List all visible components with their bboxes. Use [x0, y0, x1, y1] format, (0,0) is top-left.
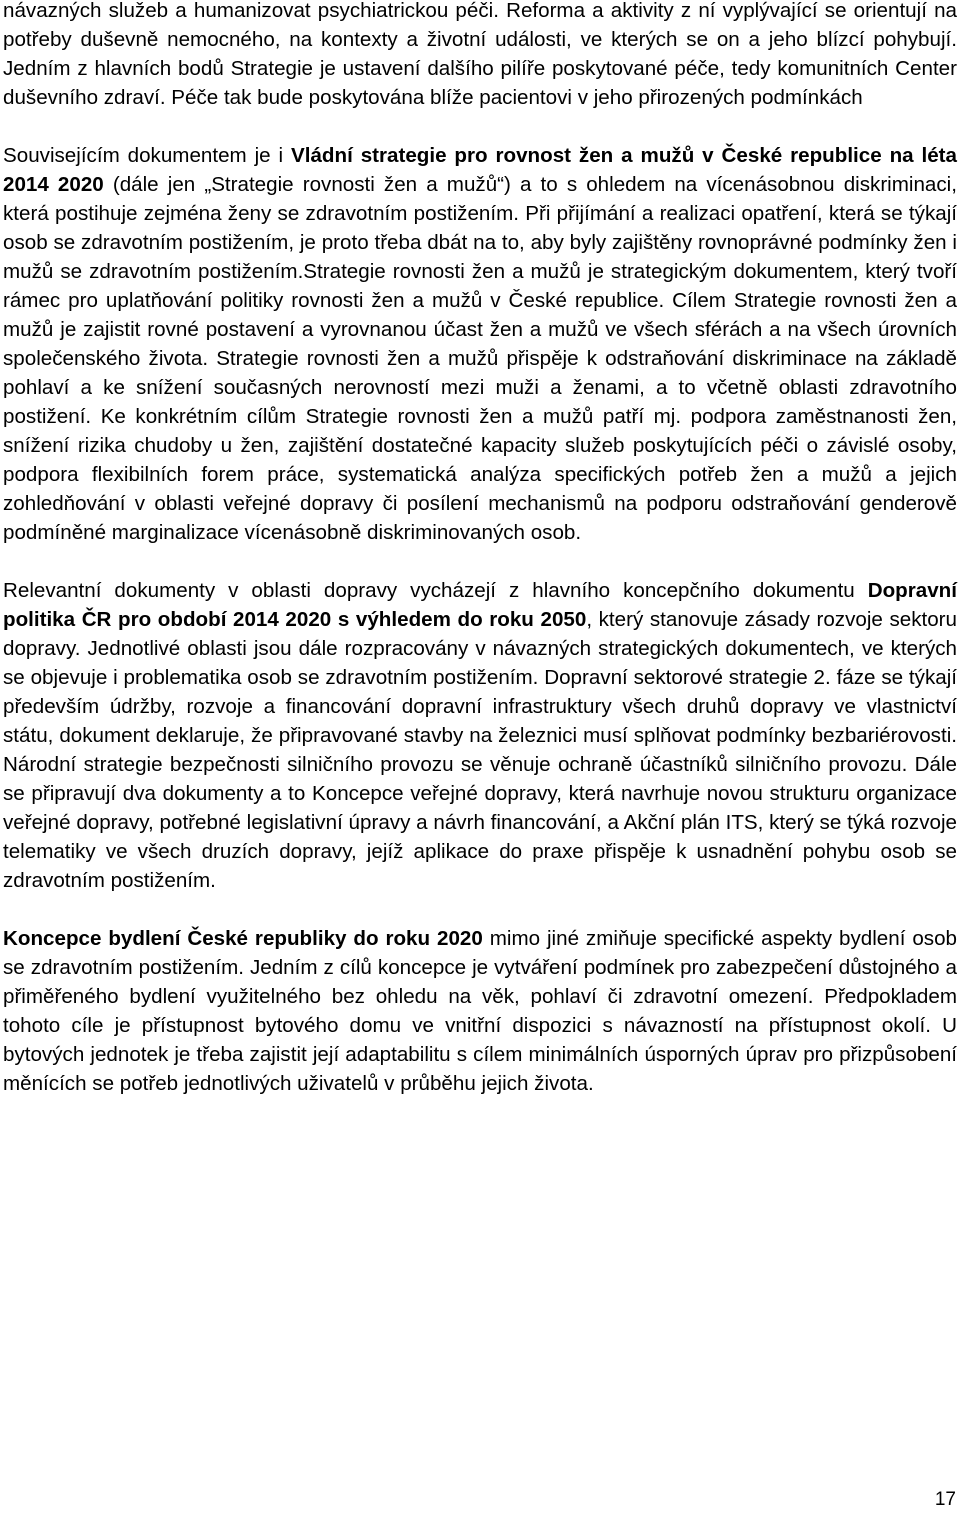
paragraph-text: Souvisejícím dokumentem je i [3, 144, 291, 167]
paragraph-transport-policy [3, 576, 957, 895]
paragraph-gap [3, 112, 957, 141]
document-page [3, 0, 957, 1098]
document-title-bold: Vládní strategie pro rovnost žen a mužů v České republice na léta 2014 2020 [3, 144, 957, 196]
paragraph-gap [3, 547, 957, 576]
paragraph-gender-equality-strategy [3, 141, 957, 547]
paragraph-housing-concept [3, 924, 957, 1098]
document-title-bold: Dopravní politika ČR pro období 2014 2020 s výhledem do roku 2050 [3, 579, 957, 631]
paragraph-gap [3, 895, 957, 924]
paragraph-text: (dále jen „Strategie rovnosti žen a mužů“) a to s ohledem na vícenásobnou diskriminaci, která postihuje zejména ženy se zdravotním postižením. Při přijímání a realizaci opatření, která se týkají osob se zdravotním postižením, je proto třeba dbát na to, aby byly zajištěny rovnoprávné podmínky žen i mužů se zdravotním postižením.Strategie rovnosti žen a mužů je strategickým dokumentem, který tvoří rámec pro uplatňování politiky rovnosti žen a mužů v České republice. Cílem Strategie rovnosti žen a mužů je zajistit rovné postavení a vyrovnanou účast žen a mužů ve všech sférách a na všech úrovních společenského života. Strategie rovnosti žen a mužů přispěje k odstraňování diskriminace na základě pohlaví a ke snížení současných nerovností mezi muži a ženami, a to včetně oblasti zdravotního postižení. Ke konkrétním cílům Strategie rovnosti žen a mužů patří mj. podpora zaměstnanosti žen, snížení rizika chudoby u žen, zajištění dostatečné kapacity služeb poskytujících péči o závislé osoby, podpora flexibilních forem práce, systematická analýza specifických potřeb žen a mužů a jejich zohledňování v oblasti veřejné dopravy či posílení mechanismů na podporu odstraňování genderově podmíněné marginalizace vícenásobně diskriminovaných osob. [3, 173, 957, 544]
paragraph-text: Relevantní dokumenty v oblasti dopravy vycházejí z hlavního koncepčního dokumentu [3, 579, 868, 602]
page-number: 17 [934, 1489, 956, 1510]
paragraph-text: mimo jiné zmiňuje specifické aspekty bydlení osob se zdravotním postižením. Jedním z cílů koncepce je vytváření podmínek pro zabezpečení důstojného a přiměřeného bydlení využitelného bez ohledu na věk, pohlaví či zdravotní omezení. Předpokladem tohoto cíle je přístupnost bytového domu ve vnitřní dispozici s návazností na přístupnost okolí. U bytových jednotek je třeba zajistit její adaptabilitu s cílem minimálních úsporných úprav pro přizpůsobení měnících se potřeb jednotlivých uživatelů v průběhu jejich života. [3, 927, 957, 1095]
paragraph-text: návazných služeb a humanizovat psychiatrickou péči. Reforma a aktivity z ní vyplývající se orientují na potřeby duševně nemocného, na kontexty a životní události, ve kterých se on a jeho blízcí pohybují. Jedním z hlavních bodů Strategie je ustavení dalšího pilíře poskytované péče, tedy komunitních Center duševního zdraví. Péče tak bude poskytována blíže pacientovi v jeho přirozených podmínkách [3, 0, 957, 109]
paragraph-mental-health-reform [3, 0, 957, 112]
paragraph-text: , který stanovuje zásady rozvoje sektoru dopravy. Jednotlivé oblasti jsou dále rozpracovány v návazných strategických dokumentech, ve kterých se objevuje i problematika osob se zdravotním postižením. Dopravní sektorové strategie 2. fáze se týkají především údržby, rozvoje a financování dopravní infrastruktury všech druhů dopravy ve vlastnictví státu, dokument deklaruje, že připravované stavby na železnici musí splňovat podmínky bezbariérovosti. Národní strategie bezpečnosti silničního provozu se věnuje ochraně účastníků silničního provozu. Dále se připravují dva dokumenty a to Koncepce veřejné dopravy, která navrhuje novou strukturu organizace veřejné dopravy, potřebné legislativní úpravy a návrh financování, a Akční plán ITS, který se týká rozvoje telematiky ve všech druzích dopravy, jejíž aplikace do praxe přispěje k usnadnění pohybu osob se zdravotním postižením. [3, 608, 957, 892]
document-title-bold: Koncepce bydlení České republiky do roku 2020 [3, 927, 483, 950]
